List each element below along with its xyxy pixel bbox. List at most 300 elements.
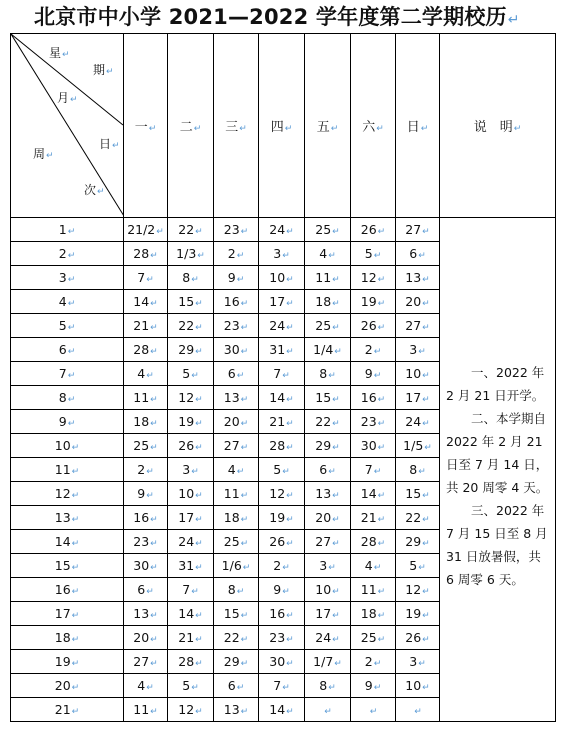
date-value: 13: [133, 606, 150, 621]
date-cell: [396, 242, 440, 266]
date-cell: [168, 530, 214, 554]
para-mark-icon: ↵: [422, 299, 430, 309]
date-value: 4: [319, 246, 328, 261]
date-value: 20: [315, 510, 332, 525]
date-cell: [168, 314, 214, 338]
para-mark-icon: ↵: [286, 323, 294, 333]
para-mark-icon: ↵: [286, 491, 294, 501]
date-cell: [351, 506, 396, 530]
para-mark-icon: ↵: [195, 491, 203, 501]
date-cell: [124, 578, 168, 602]
para-mark-icon: ↵: [422, 419, 430, 429]
date-cell: [259, 530, 305, 554]
date-value: 6: [227, 678, 236, 693]
date-value: 2: [364, 342, 373, 357]
para-mark-icon: ↵: [377, 227, 386, 237]
week-number: 4: [58, 294, 67, 309]
date-value: 24: [315, 630, 332, 645]
para-mark-icon: ↵: [150, 395, 158, 405]
date-value: 12: [178, 702, 195, 717]
para-mark-icon: ↵: [377, 635, 386, 645]
week-number: 15: [54, 558, 71, 573]
para-mark-icon: ↵: [146, 275, 154, 285]
date-value: 29: [315, 438, 332, 453]
date-value: 15: [315, 390, 332, 405]
date-value: 14: [178, 606, 195, 621]
para-mark-icon: ↵: [377, 299, 386, 309]
date-value: 19: [269, 510, 286, 525]
date-value: 28: [360, 534, 377, 549]
para-mark-icon: ↵: [418, 347, 426, 357]
date-value: 10: [315, 582, 332, 597]
para-mark-icon: ↵: [418, 659, 426, 669]
date-cell: [305, 458, 351, 482]
para-mark-icon: ↵: [377, 275, 386, 285]
date-cell: [305, 626, 351, 650]
week-number-cell: [11, 530, 124, 554]
date-cell: [396, 698, 440, 722]
date-cell: [214, 698, 259, 722]
date-cell: [124, 506, 168, 530]
date-cell: [214, 338, 259, 362]
date-cell: [168, 482, 214, 506]
para-mark-icon: ↵: [328, 371, 336, 381]
diag-label-ri: 日↵: [99, 137, 120, 151]
date-cell: [214, 506, 259, 530]
date-cell: [396, 650, 440, 674]
date-cell: [259, 434, 305, 458]
date-value: 27: [315, 534, 332, 549]
para-mark-icon: ↵: [373, 467, 382, 477]
para-mark-icon: ↵: [71, 515, 80, 525]
para-mark-icon: ↵: [377, 611, 386, 621]
date-cell: [396, 506, 440, 530]
date-cell: [351, 362, 396, 386]
date-value: 26: [360, 318, 377, 333]
para-mark-icon: ↵: [71, 539, 80, 549]
date-value: 26: [405, 630, 422, 645]
date-value: 25: [315, 222, 332, 237]
date-value: 22: [178, 222, 195, 237]
date-value: 26: [269, 534, 286, 549]
para-mark-icon: ↵: [195, 515, 203, 525]
date-cell: [214, 530, 259, 554]
date-value: 5: [182, 678, 191, 693]
para-mark-icon: ↵: [282, 467, 290, 477]
para-mark-icon: ↵: [282, 563, 290, 573]
week-number: 19: [54, 654, 71, 669]
week-number-cell: [11, 506, 124, 530]
diag-label-ci: 次↵: [84, 183, 105, 197]
date-cell: [214, 626, 259, 650]
date-cell: [259, 554, 305, 578]
date-value: 10: [405, 678, 422, 693]
para-mark-icon: ↵: [332, 323, 340, 333]
week-number: 7: [58, 366, 67, 381]
para-mark-icon: ↵: [422, 227, 430, 237]
para-mark-icon: ↵: [422, 491, 430, 501]
date-cell: [168, 650, 214, 674]
para-mark-icon: ↵: [286, 395, 294, 405]
para-mark-icon: ↵: [150, 635, 158, 645]
header-row: [11, 34, 556, 218]
date-cell: [259, 266, 305, 290]
date-value: 8: [319, 366, 328, 381]
week-number: 18: [54, 630, 71, 645]
para-mark-icon: ↵: [286, 611, 294, 621]
date-cell: [305, 314, 351, 338]
date-value: 28: [133, 246, 150, 261]
date-cell: [259, 578, 305, 602]
date-cell: [396, 578, 440, 602]
date-cell: [214, 458, 259, 482]
para-mark-icon: ↵: [191, 371, 199, 381]
para-mark-icon: ↵: [150, 419, 158, 429]
date-value: 3: [319, 558, 328, 573]
day-header-fri: 五↵: [305, 34, 351, 218]
para-mark-icon: ↵: [146, 491, 154, 501]
date-cell: [396, 314, 440, 338]
date-cell: [351, 554, 396, 578]
para-mark-icon: ↵: [67, 347, 76, 357]
para-mark-icon: ↵: [240, 299, 249, 309]
day-header-wed: 三↵: [214, 34, 259, 218]
para-mark-icon: ↵: [195, 443, 203, 453]
para-mark-icon: ↵: [150, 611, 158, 621]
para-mark-icon: ↵: [71, 587, 80, 597]
week-number-cell: [11, 266, 124, 290]
date-value: 9: [227, 270, 236, 285]
date-value: 16: [360, 390, 377, 405]
date-cell: [214, 242, 259, 266]
week-number: 20: [54, 678, 71, 693]
para-mark-icon: ↵: [373, 347, 382, 357]
date-value: 26: [178, 438, 195, 453]
date-value: 8: [227, 582, 236, 597]
date-cell: [124, 218, 168, 242]
week-number-cell: [11, 698, 124, 722]
para-mark-icon: ↵: [240, 227, 249, 237]
para-mark-icon: ↵: [286, 275, 294, 285]
date-cell: [305, 698, 351, 722]
date-value: 3: [273, 246, 282, 261]
date-value: 27: [405, 318, 422, 333]
date-cell: [124, 554, 168, 578]
diag-label-xing: 星↵: [49, 46, 70, 60]
week-number: 13: [54, 510, 71, 525]
date-cell: [259, 482, 305, 506]
week-number: 11: [54, 462, 71, 477]
date-value: 26: [360, 222, 377, 237]
date-cell: [214, 410, 259, 434]
date-value: 1/6: [221, 558, 242, 573]
para-mark-icon: ↵: [422, 539, 430, 549]
date-cell: [305, 362, 351, 386]
date-cell: [351, 650, 396, 674]
para-mark-icon: ↵: [191, 683, 199, 693]
date-value: 24: [269, 222, 286, 237]
week-number-cell: [11, 314, 124, 338]
date-value: 3: [409, 654, 418, 669]
date-cell: [396, 530, 440, 554]
date-value: 22: [178, 318, 195, 333]
date-value: 14: [360, 486, 377, 501]
date-value: 13: [405, 270, 422, 285]
para-mark-icon: ↵: [286, 515, 294, 525]
date-cell: [168, 410, 214, 434]
para-mark-icon: ↵: [242, 563, 251, 573]
para-mark-icon: ↵: [373, 251, 382, 261]
para-mark-icon: ↵: [146, 587, 154, 597]
date-cell: [305, 242, 351, 266]
para-mark-icon: ↵: [424, 443, 432, 453]
date-value: 17: [178, 510, 195, 525]
week-number: 2: [58, 246, 67, 261]
week-number: 9: [58, 414, 67, 429]
date-cell: [305, 578, 351, 602]
para-mark-icon: ↵: [146, 683, 154, 693]
date-value: 21/2: [127, 222, 156, 237]
date-value: 6: [319, 462, 328, 477]
para-mark-icon: ↵: [332, 419, 340, 429]
date-value: 7: [182, 582, 191, 597]
date-value: 20: [223, 414, 240, 429]
date-value: 27: [223, 438, 240, 453]
para-mark-icon: ↵: [369, 707, 378, 717]
para-mark-icon: ↵: [240, 419, 249, 429]
para-mark-icon: ↵: [240, 611, 249, 621]
date-value: 2: [137, 462, 146, 477]
date-cell: [168, 266, 214, 290]
week-number-cell: [11, 458, 124, 482]
date-value: 22: [223, 630, 240, 645]
date-cell: [259, 698, 305, 722]
date-value: 19: [360, 294, 377, 309]
para-mark-icon: ↵: [286, 635, 294, 645]
return-mark-icon: ↵: [507, 12, 520, 28]
date-value: 27: [405, 222, 422, 237]
date-cell: [351, 338, 396, 362]
date-value: 11: [360, 582, 377, 597]
week-number: 10: [54, 438, 71, 453]
para-mark-icon: ↵: [195, 563, 203, 573]
date-cell: [351, 674, 396, 698]
date-value: 21: [360, 510, 377, 525]
date-cell: [124, 482, 168, 506]
date-value: 17: [405, 390, 422, 405]
date-cell: [124, 458, 168, 482]
date-cell: [168, 506, 214, 530]
date-value: 19: [178, 414, 195, 429]
para-mark-icon: ↵: [240, 395, 249, 405]
para-mark-icon: ↵: [332, 299, 340, 309]
date-value: 23: [269, 630, 286, 645]
para-mark-icon: ↵: [67, 299, 76, 309]
para-mark-icon: ↵: [377, 539, 386, 549]
para-mark-icon: ↵: [195, 227, 203, 237]
date-cell: [259, 362, 305, 386]
para-mark-icon: ↵: [71, 683, 80, 693]
para-mark-icon: ↵: [332, 587, 340, 597]
para-mark-icon: ↵: [422, 515, 430, 525]
note-paragraph: 三、2022 年 7 月 15 日至 8 月 31 日放暑假，共 6 周零 6 天。: [446, 502, 548, 587]
para-mark-icon: ↵: [422, 371, 430, 381]
date-value: 23: [223, 222, 240, 237]
date-value: 8: [182, 270, 191, 285]
date-value: 21: [178, 630, 195, 645]
notes-cell: [440, 218, 556, 722]
calendar-table: [10, 33, 556, 722]
para-mark-icon: ↵: [282, 371, 290, 381]
day-header-sun: 日↵: [396, 34, 440, 218]
date-cell: [396, 674, 440, 698]
para-mark-icon: ↵: [195, 323, 203, 333]
date-value: 28: [269, 438, 286, 453]
date-value: 13: [223, 702, 240, 717]
date-value: 16: [223, 294, 240, 309]
date-cell: [396, 458, 440, 482]
para-mark-icon: ↵: [150, 515, 158, 525]
date-value: 15: [405, 486, 422, 501]
para-mark-icon: ↵: [236, 251, 245, 261]
para-mark-icon: ↵: [150, 659, 158, 669]
day-header-mon: 一↵: [124, 34, 168, 218]
date-cell: [214, 482, 259, 506]
para-mark-icon: ↵: [195, 539, 203, 549]
para-mark-icon: ↵: [191, 275, 199, 285]
para-mark-icon: ↵: [332, 275, 340, 285]
date-value: 1/7: [313, 654, 334, 669]
date-cell: [351, 434, 396, 458]
date-value: 7: [273, 366, 282, 381]
para-mark-icon: ↵: [71, 443, 80, 453]
date-cell: [396, 266, 440, 290]
para-mark-icon: ↵: [334, 347, 342, 357]
week-number: 5: [58, 318, 67, 333]
week-number-cell: [11, 290, 124, 314]
date-cell: [351, 530, 396, 554]
week-number: 3: [58, 270, 67, 285]
week-number-cell: [11, 218, 124, 242]
para-mark-icon: ↵: [422, 635, 430, 645]
para-mark-icon: ↵: [195, 395, 203, 405]
date-value: 30: [269, 654, 286, 669]
date-value: 9: [137, 486, 146, 501]
date-value: 30: [223, 342, 240, 357]
para-mark-icon: ↵: [332, 395, 340, 405]
para-mark-icon: ↵: [373, 683, 382, 693]
date-value: 16: [269, 606, 286, 621]
para-mark-icon: ↵: [240, 443, 249, 453]
date-cell: [396, 386, 440, 410]
date-cell: [351, 266, 396, 290]
para-mark-icon: ↵: [150, 443, 158, 453]
para-mark-icon: ↵: [236, 683, 245, 693]
date-cell: [124, 650, 168, 674]
date-cell: [214, 554, 259, 578]
date-value: 12: [178, 390, 195, 405]
date-value: 1/5: [403, 438, 424, 453]
date-value: 5: [364, 246, 373, 261]
para-mark-icon: ↵: [195, 659, 203, 669]
date-value: 8: [319, 678, 328, 693]
para-mark-icon: ↵: [150, 539, 158, 549]
date-value: 6: [409, 246, 418, 261]
date-value: 11: [223, 486, 240, 501]
week-number-cell: [11, 674, 124, 698]
para-mark-icon: ↵: [418, 563, 426, 573]
date-value: 3: [409, 342, 418, 357]
notes-spacer: [446, 349, 551, 361]
date-cell: [305, 554, 351, 578]
date-value: 18: [360, 606, 377, 621]
para-mark-icon: ↵: [328, 683, 336, 693]
date-cell: [396, 362, 440, 386]
date-value: 21: [269, 414, 286, 429]
date-value: 23: [133, 534, 150, 549]
para-mark-icon: ↵: [240, 539, 249, 549]
week-number: 21: [54, 702, 71, 717]
date-cell: [259, 650, 305, 674]
para-mark-icon: ↵: [71, 467, 80, 477]
para-mark-icon: ↵: [236, 587, 245, 597]
date-value: 21: [133, 318, 150, 333]
date-value: 15: [178, 294, 195, 309]
date-value: 12: [405, 582, 422, 597]
date-value: 30: [133, 558, 150, 573]
date-value: 31: [269, 342, 286, 357]
date-cell: [305, 650, 351, 674]
date-cell: [124, 434, 168, 458]
para-mark-icon: ↵: [286, 347, 294, 357]
para-mark-icon: ↵: [240, 635, 249, 645]
para-mark-icon: ↵: [377, 323, 386, 333]
date-cell: [396, 410, 440, 434]
para-mark-icon: ↵: [240, 515, 249, 525]
para-mark-icon: ↵: [332, 611, 340, 621]
date-cell: [168, 578, 214, 602]
date-value: 28: [133, 342, 150, 357]
date-cell: [305, 506, 351, 530]
date-value: 14: [133, 294, 150, 309]
date-value: 7: [137, 270, 146, 285]
date-value: 18: [133, 414, 150, 429]
date-cell: [351, 578, 396, 602]
date-value: 23: [223, 318, 240, 333]
date-cell: [259, 290, 305, 314]
para-mark-icon: ↵: [67, 323, 76, 333]
para-mark-icon: ↵: [286, 419, 294, 429]
para-mark-icon: ↵: [236, 275, 245, 285]
week-number: 14: [54, 534, 71, 549]
date-cell: [214, 218, 259, 242]
para-mark-icon: ↵: [195, 299, 203, 309]
date-cell: [351, 482, 396, 506]
para-mark-icon: ↵: [282, 683, 290, 693]
para-mark-icon: ↵: [67, 419, 76, 429]
para-mark-icon: ↵: [67, 395, 76, 405]
para-mark-icon: ↵: [156, 227, 164, 237]
para-mark-icon: ↵: [332, 443, 340, 453]
date-value: 2: [273, 558, 282, 573]
date-cell: [168, 242, 214, 266]
diagonal-header-cell: [11, 34, 124, 218]
date-value: 12: [360, 270, 377, 285]
para-mark-icon: ↵: [67, 371, 76, 381]
week-number: 17: [54, 606, 71, 621]
date-cell: [305, 218, 351, 242]
date-value: 17: [269, 294, 286, 309]
